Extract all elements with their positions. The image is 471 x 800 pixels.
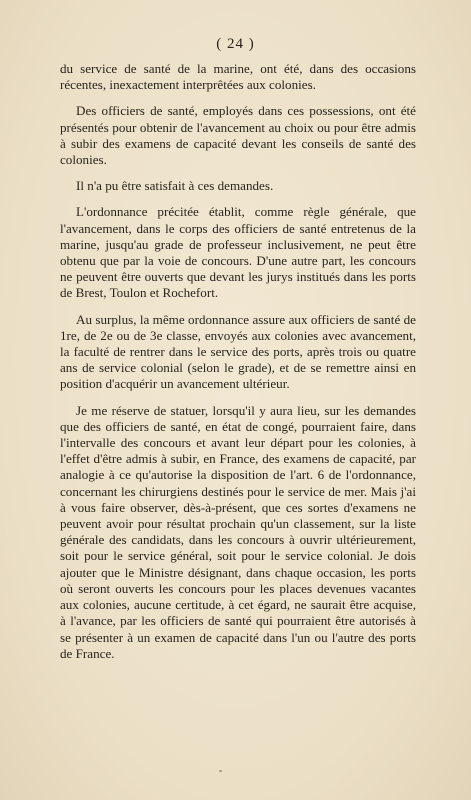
paragraph-4: L'ordonnance précitée établit, comme règle générale, que l'avancement, dans le corps des officiers de santé entretenus de la marine, jusqu'au grade de professeur inclusivement, ne peut être obtenu que par la voie de concours. D'une autre part, les concours ne peuvent être ouverts que devant les jurys institués dans les ports de Brest, Toulon et Rochefort. [60, 204, 416, 301]
paragraph-2: Des officiers de santé, employés dans ces possessions, ont été présentés pour obtenir de l'avancement au choix ou pour être admis à subir des examens de capacité devant les conseils de santé des colonies. [60, 103, 416, 168]
paragraph-1: du service de santé de la marine, ont été, dans des occasions récentes, inexactement interprêtées aux colonies. [60, 61, 416, 93]
page-number: ( 24 ) [216, 36, 255, 52]
paragraph-6: Je me réserve de statuer, lorsqu'il y aura lieu, sur les demandes que des officiers de santé, en état de congé, pourraient faire, dans l'intervalle des concours et avant leur départ pour les colonies, à l'effet d'être admis à subir, en France, des examens de capacité, par analogie à ce qu'autorise la disposition de l'art. 6 de l'ordonnance, concernant les chirurgiens destinés pour le service de mer. Mais j'ai à vous faire observer, dès-à-présent, que ces sortes d'examens ne peuvent avoir pour résultat prochain qu'un classement, sur la liste générale des candidats, dans les concours à ouvrir ultérieurement, soit pour le service général, soit pour le service colonial. Je dois ajouter que le Ministre désignant, dans chaque occasion, les ports où seront ouverts les concours pour les places devenues vacantes aux colonies, aucune certitude, à cet égard, ne saurait être acquise, à l'avance, par les officiers de santé qui pourraient être autorisés à se présenter à un examen de capacité dans l'un ou l'autre des ports de France. [60, 402, 416, 661]
ink-speck [219, 770, 222, 772]
paragraph-5: Au surplus, la même ordonnance assure aux officiers de santé de 1re, de 2e ou de 3e classe, envoyés aux colonies avec avancement, la faculté de rentrer dans le service des ports, après trois ou quatre ans de service colonial (selon le grade), et de se remettre ainsi en position d'acquérir un avancement ultérieur. [60, 311, 416, 392]
body-text [60, 61, 416, 672]
paragraph-3: Il n'a pu être satisfait à ces demandes. [76, 178, 274, 194]
